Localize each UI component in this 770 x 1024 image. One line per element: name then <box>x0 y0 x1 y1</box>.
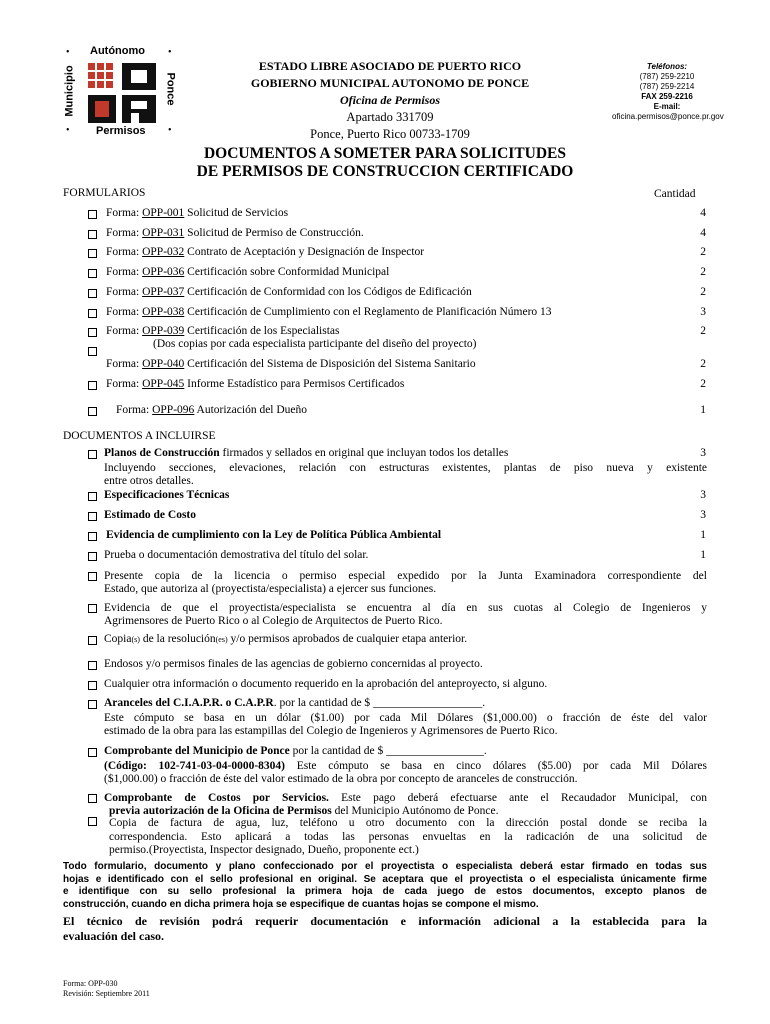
form-qty: 2 <box>700 358 706 370</box>
tecnico-line-2: evaluación del caso. <box>63 929 164 943</box>
otra-info: Cualquier otra información o documento requerido en la aprobación del anteproyecto, si alguno. <box>104 678 548 690</box>
form-description: Informe Estadístico para Permisos Certificados <box>184 378 405 390</box>
form-qty: 2 <box>700 246 706 258</box>
endosos-checkbox[interactable] <box>88 661 97 670</box>
factura-line-1: Copia de factura de agua, luz, teléfono u otro documento con la dirección postal donde se reciba la <box>109 817 707 829</box>
aranceles-line-3: estimado de la obra para las estampillas del Colegio de Ingenieros y Agrimensores de Puerto Rico. <box>104 725 558 737</box>
comprobante-rest: por la cantidad de $ _________________. <box>289 745 487 757</box>
form-qty: 2 <box>700 325 706 337</box>
firma-note <box>63 861 707 911</box>
licencia-line-2: Estado, que autoriza al (proyectista/especialista) a ejercer sus funciones. <box>104 583 437 595</box>
form-description: Solicitud de Permiso de Construcción. <box>184 227 364 239</box>
form-checkbox[interactable] <box>88 407 97 416</box>
form-row <box>106 378 404 390</box>
form-description: Solicitud de Servicios <box>184 207 289 219</box>
licencia-checkbox[interactable] <box>88 572 97 581</box>
estimado-qty: 3 <box>700 509 706 521</box>
form-note: (Dos copias por cada especialista participante del diseño del proyecto) <box>153 338 477 350</box>
prueba-qty: 1 <box>700 549 706 561</box>
title-line-1: DOCUMENTOS A SOMETER PARA SOLICITUDES <box>203 145 567 162</box>
copia-checkbox[interactable] <box>88 636 97 645</box>
form-label: Forma: <box>106 358 143 370</box>
logo-top-text: Autónomo <box>90 45 145 57</box>
costos-bold: Comprobante de Costos por Servicios. <box>104 792 329 804</box>
codigo-bold: (Código: 102-741-03-04-0000-8304) <box>104 760 286 772</box>
form-row <box>106 266 389 278</box>
phone-1: (787) 259-2210 <box>639 72 695 81</box>
phone-2: (787) 259-2214 <box>639 82 695 91</box>
form-checkbox[interactable] <box>88 309 97 318</box>
form-description: Certificación de Conformidad con los Códigos de Edificación <box>184 286 472 298</box>
form-description: Autorización del Dueño <box>194 404 308 416</box>
colegio-line-1: Evidencia de que el proyectista/especialista se encuentra al día en sus cuotas al Colegio de Ingenieros y <box>104 602 707 614</box>
logo-emblem-icon <box>86 61 158 125</box>
header-address: Apartado 331709 <box>346 110 434 124</box>
evidencia-checkbox[interactable] <box>88 532 97 541</box>
factura-line-3: permiso.(Proyectista, Inspector designado, Dueño, proponente ect.) <box>109 844 419 856</box>
municipality-logo <box>63 45 184 142</box>
estimado-checkbox[interactable] <box>88 512 97 521</box>
form-qty: 3 <box>700 306 706 318</box>
form-checkbox[interactable] <box>88 249 97 258</box>
logo-bullet: • <box>168 125 172 136</box>
form-qty: 2 <box>700 266 706 278</box>
form-checkbox[interactable] <box>88 381 97 390</box>
estimado: Estimado de Costo <box>104 509 197 521</box>
form-checkbox[interactable] <box>88 210 97 219</box>
evidencia-qty: 1 <box>700 529 706 541</box>
colegio-line-2: Agrimensores de Puerto Rico o al Colegio de Arquitectos de Puerto Rico. <box>104 615 443 627</box>
form-row <box>106 325 340 337</box>
form-checkbox[interactable] <box>88 230 97 239</box>
logo-bullet: • <box>168 47 172 58</box>
contact-block <box>612 62 722 122</box>
form-checkbox[interactable] <box>88 269 97 278</box>
firma-line-4: construcción, cuando en dicha primera hoja se especifique de cuantas hojas se compone el mismo. <box>63 898 539 910</box>
planos-qty: 3 <box>700 447 706 459</box>
aranceles-bold: Aranceles del C.I.A.P.R. o C.A.P.R <box>104 697 274 709</box>
form-description: Certificación de Cumplimiento con el Reglamento de Planificación Número 13 <box>184 306 552 318</box>
tecnico-line-1: El técnico de revisión podrá requerir documentación e información adicional a la establecida para la <box>63 914 707 928</box>
form-row <box>106 306 552 318</box>
form-qty: 2 <box>700 378 706 390</box>
firma-line-2: hojas e identificado con el sello profesional en original. Se aceptara que el proyectista o el especialista únicamente firme <box>63 873 707 885</box>
email-label: E-mail: <box>653 102 681 111</box>
endosos: Endosos y/o permisos finales de las agencias de gobierno concernidas al proyecto. <box>104 658 483 670</box>
form-label: Forma: <box>106 227 143 239</box>
aranceles-checkbox[interactable] <box>88 700 97 709</box>
comprobante-line-1 <box>104 745 487 757</box>
form-code: OPP-096 <box>152 404 195 416</box>
form-code: OPP-039 <box>142 325 185 337</box>
form-row <box>106 286 472 298</box>
planos-checkbox[interactable] <box>88 450 97 459</box>
header-line-1: ESTADO LIBRE ASOCIADO DE PUERTO RICO <box>258 59 522 73</box>
prueba: Prueba o documentación demostrativa del título del solar. <box>104 549 369 561</box>
logo-left-text: Municipio <box>63 65 76 117</box>
logo-bottom-text: Permisos <box>96 125 146 137</box>
form-row <box>106 227 364 239</box>
header-office: Oficina de Permisos <box>340 93 440 107</box>
comprobante-checkbox[interactable] <box>88 748 97 757</box>
form-row <box>106 358 476 370</box>
form-checkbox[interactable] <box>88 347 97 356</box>
footer <box>63 979 150 999</box>
comprobante-bold: Comprobante del Municipio de Ponce <box>104 745 290 757</box>
planos-line-2: Incluyendo secciones, elevaciones, relación con estructuras existentes, plantas de piso nueva y existente <box>104 462 707 474</box>
copia-d: (es) <box>215 635 228 644</box>
form-row <box>106 207 288 219</box>
especificaciones-checkbox[interactable] <box>88 492 97 501</box>
planos-bold: Planos de Construcción <box>104 447 220 459</box>
form-description: Certificación de los Especialistas <box>184 325 340 337</box>
form-qty: 2 <box>700 286 706 298</box>
form-label: Forma: <box>106 246 143 258</box>
licencia-line-1: Presente copia de la licencia o permiso especial expedido por la Junta Examinadora correspondiente del <box>104 570 707 582</box>
aranceles-rest: . por la cantidad de $ ___________________. <box>273 697 486 709</box>
footer-form: Forma: OPP-030 <box>63 979 118 988</box>
form-row <box>116 404 307 416</box>
form-code: OPP-037 <box>142 286 185 298</box>
copia-a: Copia <box>104 633 132 645</box>
documentos-heading: DOCUMENTOS A INCLUIRSE <box>63 430 216 442</box>
qty-heading: Cantidad <box>654 188 696 200</box>
form-description: Contrato de Aceptación y Designación de Inspector <box>184 246 425 258</box>
header-city: Ponce, Puerto Rico 00733-1709 <box>310 127 470 141</box>
form-qty: 4 <box>700 227 706 239</box>
codigo-line-2: ($1,000.00) o fracción de éste del valor estimado de la obra por concepto de aranceles de construcción. <box>104 773 578 785</box>
title-line-2: DE PERMISOS DE CONSTRUCCION CERTIFICADO <box>196 163 574 180</box>
planos-rest: firmados y sellados en original que incluyan todos los detalles <box>219 447 509 459</box>
costos-checkbox[interactable] <box>88 794 97 803</box>
copia-e: y/o permisos aprobados de cualquier etapa anterior. <box>227 633 468 645</box>
form-label: Forma: <box>106 325 143 337</box>
firma-line-1: Todo formulario, documento y plano confeccionado por el proyectista o especialista deberá estar firmado en todas sus <box>63 861 707 872</box>
form-checkbox[interactable] <box>88 289 97 298</box>
form-code: OPP-032 <box>142 246 185 258</box>
aranceles-line-1 <box>104 697 485 709</box>
form-row <box>106 246 424 258</box>
copia-item <box>104 633 467 645</box>
form-code: OPP-040 <box>142 358 185 370</box>
form-description: Certificación sobre Conformidad Municipal <box>184 266 390 278</box>
logo-bullet: • <box>66 125 70 136</box>
prueba-checkbox[interactable] <box>88 552 97 561</box>
costos-l2-bold: previa autorización de la Oficina de Permisos <box>109 805 332 817</box>
form-code: OPP-001 <box>142 207 185 219</box>
email: oficina.permisos@ponce.pr.gov <box>612 112 724 121</box>
costos-rest: Este pago deberá efectuarse ante el Recaudador Municipal, con <box>328 792 707 804</box>
header-line-2: GOBIERNO MUNICIPAL AUTONOMO DE PONCE <box>250 76 530 90</box>
form-label: Forma: <box>116 404 153 416</box>
costos-l2-rest: del Municipio Autónomo de Ponce. <box>331 805 499 817</box>
especificaciones: Especificaciones Técnicas <box>104 489 230 501</box>
otra-checkbox[interactable] <box>88 681 97 690</box>
especificaciones-qty: 3 <box>700 489 706 501</box>
logo-right-text: Ponce <box>164 72 177 106</box>
form-label: Forma: <box>106 207 143 219</box>
evidencia: Evidencia de cumplimiento con la Ley de Política Pública Ambiental <box>106 529 442 541</box>
copia-c: de la resolución <box>139 633 216 645</box>
form-checkbox[interactable] <box>88 328 97 337</box>
colegio-checkbox[interactable] <box>88 604 97 613</box>
form-label: Forma: <box>106 286 143 298</box>
header-block <box>200 58 580 143</box>
form-description: Certificación del Sistema de Disposición del Sistema Sanitario <box>184 358 476 370</box>
logo-bullet: • <box>66 47 70 58</box>
factura-line-2: correspondencia. Esto aplicará a todas las personas envueltas en la radicación de una solicitud de <box>109 831 707 843</box>
form-code: OPP-038 <box>142 306 185 318</box>
factura-checkbox[interactable] <box>88 817 97 826</box>
codigo-line <box>104 759 707 773</box>
costos-line-1 <box>104 791 707 805</box>
copia-b: (s) <box>131 635 140 644</box>
form-qty: 1 <box>700 404 706 416</box>
planos-line-3: entre otros detalles. <box>104 475 194 487</box>
planos-item <box>104 447 508 459</box>
fax: FAX 259-2216 <box>641 92 693 101</box>
codigo-rest: Este cómputo se basa en cinco dólares ($5.00) por cada Mil Dólares <box>285 760 707 772</box>
firma-line-3: e identifique con su sello profesional la primera hoja de cada juego de estos documentos, excepto planos de <box>63 886 707 897</box>
form-label: Forma: <box>106 378 143 390</box>
tecnico-note <box>63 914 707 944</box>
form-code: OPP-036 <box>142 266 185 278</box>
form-label: Forma: <box>106 266 143 278</box>
footer-revision: Revisión: Septiembre 2011 <box>63 989 150 998</box>
formularios-heading: FORMULARIOS <box>63 187 146 199</box>
form-label: Forma: <box>106 306 143 318</box>
form-code: OPP-045 <box>142 378 185 390</box>
phones-label: Teléfonos: <box>646 62 688 71</box>
page-title <box>120 145 650 181</box>
form-qty: 4 <box>700 207 706 219</box>
aranceles-line-2: Este cómputo se basa en un dólar ($1.00) por cada Mil Dólares ($1,000.00) o fracción de éste del valor <box>104 712 707 724</box>
form-code: OPP-031 <box>142 227 185 239</box>
